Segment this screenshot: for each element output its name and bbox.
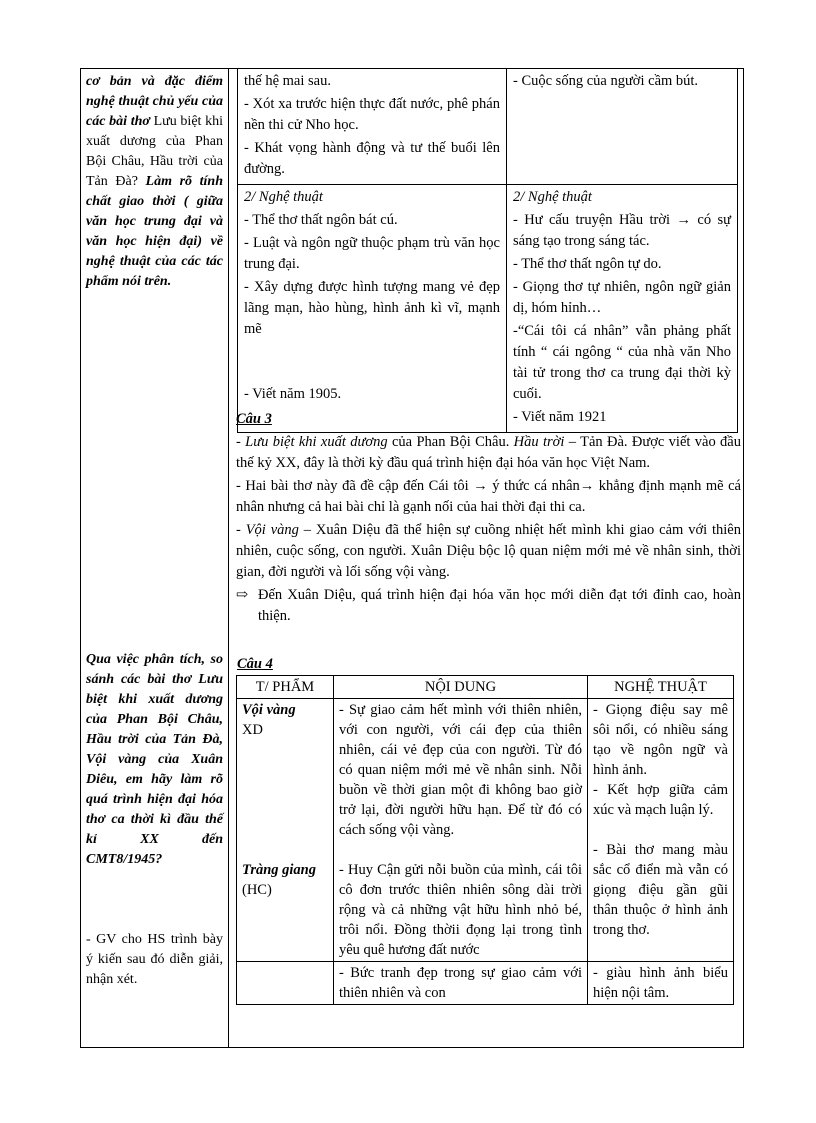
list-item: - Thể thơ thất ngôn bát cú. (244, 212, 398, 228)
list-item: - Xây dựng được hình tượng mang vẻ đẹp lãng mạn, hào hùng, hình ảnh kì vĩ, mạnh mẽ (244, 279, 500, 337)
list-item: - Thể thơ thất ngôn tự do. (513, 256, 662, 272)
list-item: - Giọng thơ tự nhiên, ngôn ngữ giản dị, hóm hỉnh… (513, 279, 731, 316)
art-text: - Giọng điệu say mê sôi nổi, có nhiều sáng tạo về ngôn ngữ và hình ảnh. (593, 702, 728, 778)
list-item: - Khát vọng hành động và tư thế buổi lên đường. (244, 140, 500, 177)
table-row (237, 962, 734, 1005)
question-top-part2: Lưu biệt khi xuất dương của Phan Bội Châu, Hầu trời của Tản Đà? (86, 114, 223, 189)
list-item: - Luật và ngôn ngữ thuộc phạm trù văn học trung đại. (244, 235, 500, 272)
column-header: NỘI DUNG (334, 676, 588, 699)
list-item: - Xót xa trước hiện thực đất nước, phê phán nền thi cử Nho học. (244, 96, 500, 133)
column-divider (228, 68, 229, 1048)
list-item: thế hệ mai sau. (244, 73, 331, 89)
section-title: 2/ Nghệ thuật (513, 189, 592, 205)
cau4-title: Câu 4 (237, 656, 273, 672)
year-note: - Viết năm 1921 (513, 409, 607, 425)
cau3-paragraph-2: - Hai bài thơ này đã đề cập đến Cái tôi → ý thức cá nhân→ khẳng định mạnh mẽ cá nhân nhưng cả hai bài chỉ là gạnh nối của hai thời đại thi ca. (236, 478, 741, 515)
work-cell (237, 862, 334, 1005)
work-title: Tràng giang (242, 862, 316, 878)
art-cell (588, 962, 734, 1005)
list-item: -“Cái tôi cá nhân” vẫn phảng phất tính “ cái ngông “ của nhà văn Nho tài tử trong thơ ca trung đại thời kỳ cuối. (513, 323, 731, 402)
poem-title-hau-troi: Hầu trời (513, 434, 565, 450)
art-cell (588, 699, 734, 962)
cau3-paragraph-3 (236, 520, 741, 583)
arrow-icon: ⇨ (236, 587, 249, 603)
left-question-mid: Qua việc phân tích, so sánh các bài thơ Lưu biệt khi xuất dương của Phan Bội Châu, Hầu trời của Tản Đà, Vội vàng của Xuân Diêu, em hãy làm rõ quá trình hiện đại hóa thơ ca thời kì đầu thế kỉ XX đến CMT8/1945? (86, 652, 223, 867)
text: – Tản Đà. Được viết vào đầu thế kỷ XX, đây là thời kỳ đầu quá trình hiện đại hóa văn học Việt Nam. (236, 434, 741, 471)
comparison-table-2 (236, 675, 734, 1005)
cau3-conclusion (236, 585, 741, 627)
content-text: - Sự giao cảm hết mình với thiên nhiên, với con người, với cái đẹp của thiên nhiên, cái vẻ đẹp của con người. Từ đó có quan niệm mới mẻ về nhân sinh. Nỗi buồn về thời gian một đi không bao giờ trở lại, đời người hữu hạn. Để từ đó có cách sống vội vàng. (339, 702, 582, 838)
content-text: - Huy Cận gửi nỗi buồn của mình, cái tôi cô đơn trước thiên nhiên sông dài trời rộng và cả những vật hữu hình nhỏ bé, trôi nổi. Đồng thờii đọng lại trong tình yêu quê hương đất nước (339, 862, 582, 958)
table1-cell-right-2 (507, 185, 738, 433)
cau3-title: Câu 3 (236, 411, 272, 427)
cau3-section (236, 409, 741, 627)
work-cell (237, 699, 334, 962)
poem-title-voi-vang: - Vội vàng (236, 522, 299, 538)
cau3-paragraph-1 (236, 432, 741, 474)
left-question-top (86, 72, 223, 292)
content-cell (334, 699, 588, 962)
table1-row1 (238, 69, 738, 185)
content-cell (334, 962, 588, 1005)
column-header: NGHỆ THUẬT (588, 676, 734, 699)
comparison-table-1 (237, 68, 738, 433)
table1-row2 (238, 185, 738, 433)
author-abbrev: XD (242, 722, 263, 738)
table1-cell-right-1 (507, 69, 738, 185)
teacher-note: - GV cho HS trình bày ý kiến sau đó diễn giải, nhận xét. (86, 932, 223, 987)
list-item: - Cuộc sống của người cầm bút. (513, 73, 699, 89)
text: – Xuân Diệu đã thể hiện sự cuồng nhiệt hết mình khi giao cảm với thiên nhiên, cuộc sống, con người. Xuân Diệu bộc lộ quan niệm mới mẻ về nhân sinh, thời gian, đời người và lối sống vội vàng. (236, 522, 741, 580)
table2-header-row (237, 676, 734, 699)
content-text: - Bức tranh đẹp trong sự giao cảm với thiên nhiên và con (339, 965, 582, 1001)
author-abbrev: (HC) (242, 882, 272, 898)
work-title: Vội vàng (242, 702, 296, 718)
column-header: T/ PHẨM (237, 676, 334, 699)
year-note: - Viết năm 1905. (244, 386, 342, 402)
poem-title-luu-biet: - Lưu biệt khi xuất dương (236, 434, 388, 450)
question-top-part1: cơ bản và đặc điểm nghệ thuật chủ yếu của các bài thơ (86, 74, 223, 129)
art-text: - Bài thơ mang màu sắc cổ điển mà vẫn có giọng điệu gần gũi thân thuộc ở hình ảnh trong thơ. (593, 842, 728, 938)
list-item: - Hư cấu truyện Hầu trời → có sự sáng tạo trong sáng tác. (513, 212, 731, 249)
section-title: 2/ Nghệ thuật (244, 189, 323, 205)
text: của Phan Bội Châu. (387, 434, 514, 450)
art-text: - giàu hình ảnh biểu hiện nội tâm. (593, 965, 728, 1001)
table-row (237, 699, 734, 962)
table1-cell-left-1 (238, 69, 507, 185)
table1-cell-left-2 (238, 185, 507, 433)
art-text: - Kết hợp giữa cảm xúc và mạch luận lý. (593, 782, 728, 818)
conclusion-text: Đến Xuân Diệu, quá trình hiện đại hóa văn học mới diễn đạt tới đỉnh cao, hoàn thiện. (258, 587, 741, 624)
question-top-part3: Làm rõ tính chất giao thời ( giữa văn học trung đại và văn học hiện đại) về nghệ thuật của các tác phẩm nói trên. (86, 174, 223, 289)
